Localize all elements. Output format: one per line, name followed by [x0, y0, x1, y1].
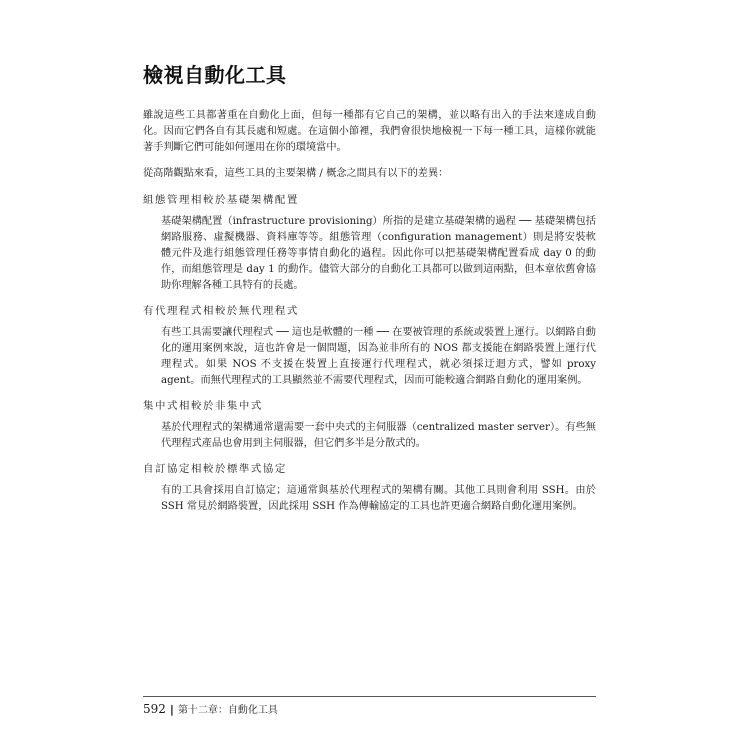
footer-separator: | — [169, 703, 174, 716]
section-custom-vs-standard-protocol — [143, 461, 596, 515]
intro-paragraph-2: 從高階觀點來看，這些工具的主要架構 / 概念之間具有以下的差異： — [143, 168, 449, 179]
section-body: 基礎架構配置（infrastructure provisioning）所指的是建立基礎架構的過程 ── 基礎架構包括網路服務、虛擬機器、資料庫等等。組態管理（configuration management）則是將安裝軟體元件及進行組態管理任務等事情自動化的過程。因此你可以把基礎架構配置看成 day 0 的動作，而組態管理是 day 1 的動作。儘管大部分的自動化工具都可以做到這兩點，但本章依舊會協助你理解各種工具特有的長處。 — [161, 216, 596, 291]
page-number: 592 — [143, 702, 166, 716]
section-agent-vs-agentless — [143, 303, 596, 389]
chapter-title: 第十二章：自動化工具 — [177, 705, 278, 716]
section-centralized-vs-decentralized — [143, 398, 596, 452]
intro-paragraph-1: 雖說這些工具都著重在自動化上面，但每一種都有它自己的架構，並以略有出入的手法來達成自動化。因而它們各自有其長處和短處。在這個小節裡，我們會很快地檢視一下每一種工具，這樣你就能著手判斷它們可能如何運用在你的環境當中。 — [143, 110, 596, 153]
section-body: 基於代理程式的架構通常還需要一套中央式的主伺服器（centralized master server）。有些無代理程式產品也會用到主伺服器，但它們多半是分散式的。 — [161, 422, 596, 449]
section-body: 有些工具需要讓代理程式 ── 這也是軟體的一種 ── 在要被管理的系統或裝置上運行。以網路自動化的運用案例來說，這也許會是一個問題，因為並非所有的 NOS 都支援能在網路裝置上運行代理程式。如果 NOS 不支援在裝置上直接運行代理程式，就必須採迂迴方式，譬如 proxy agent。而無代理程式的工具顯然並不需要代理程式，因而可能較適合網路自動化的運用案例。 — [161, 327, 596, 386]
section-heading: 有代理程式相較於無代理程式 — [143, 305, 299, 317]
section-heading: 集中式相較於非集中式 — [143, 400, 263, 412]
section-heading: 組態管理相較於基礎架構配置 — [143, 194, 299, 206]
section-heading: 自訂協定相較於標準式協定 — [143, 463, 287, 475]
section-body: 有的工具會採用自訂協定；這通常與基於代理程式的架構有關。其他工具則會利用 SSH。由於 SSH 常見於網路裝置，因此採用 SSH 作為傳輸協定的工具也許更適合網路自動化運用案例。 — [161, 485, 596, 512]
page-content — [143, 62, 596, 524]
page-title: 檢視自動化工具 — [143, 63, 287, 87]
section-config-vs-provisioning — [143, 192, 596, 294]
page-footer — [143, 696, 596, 718]
